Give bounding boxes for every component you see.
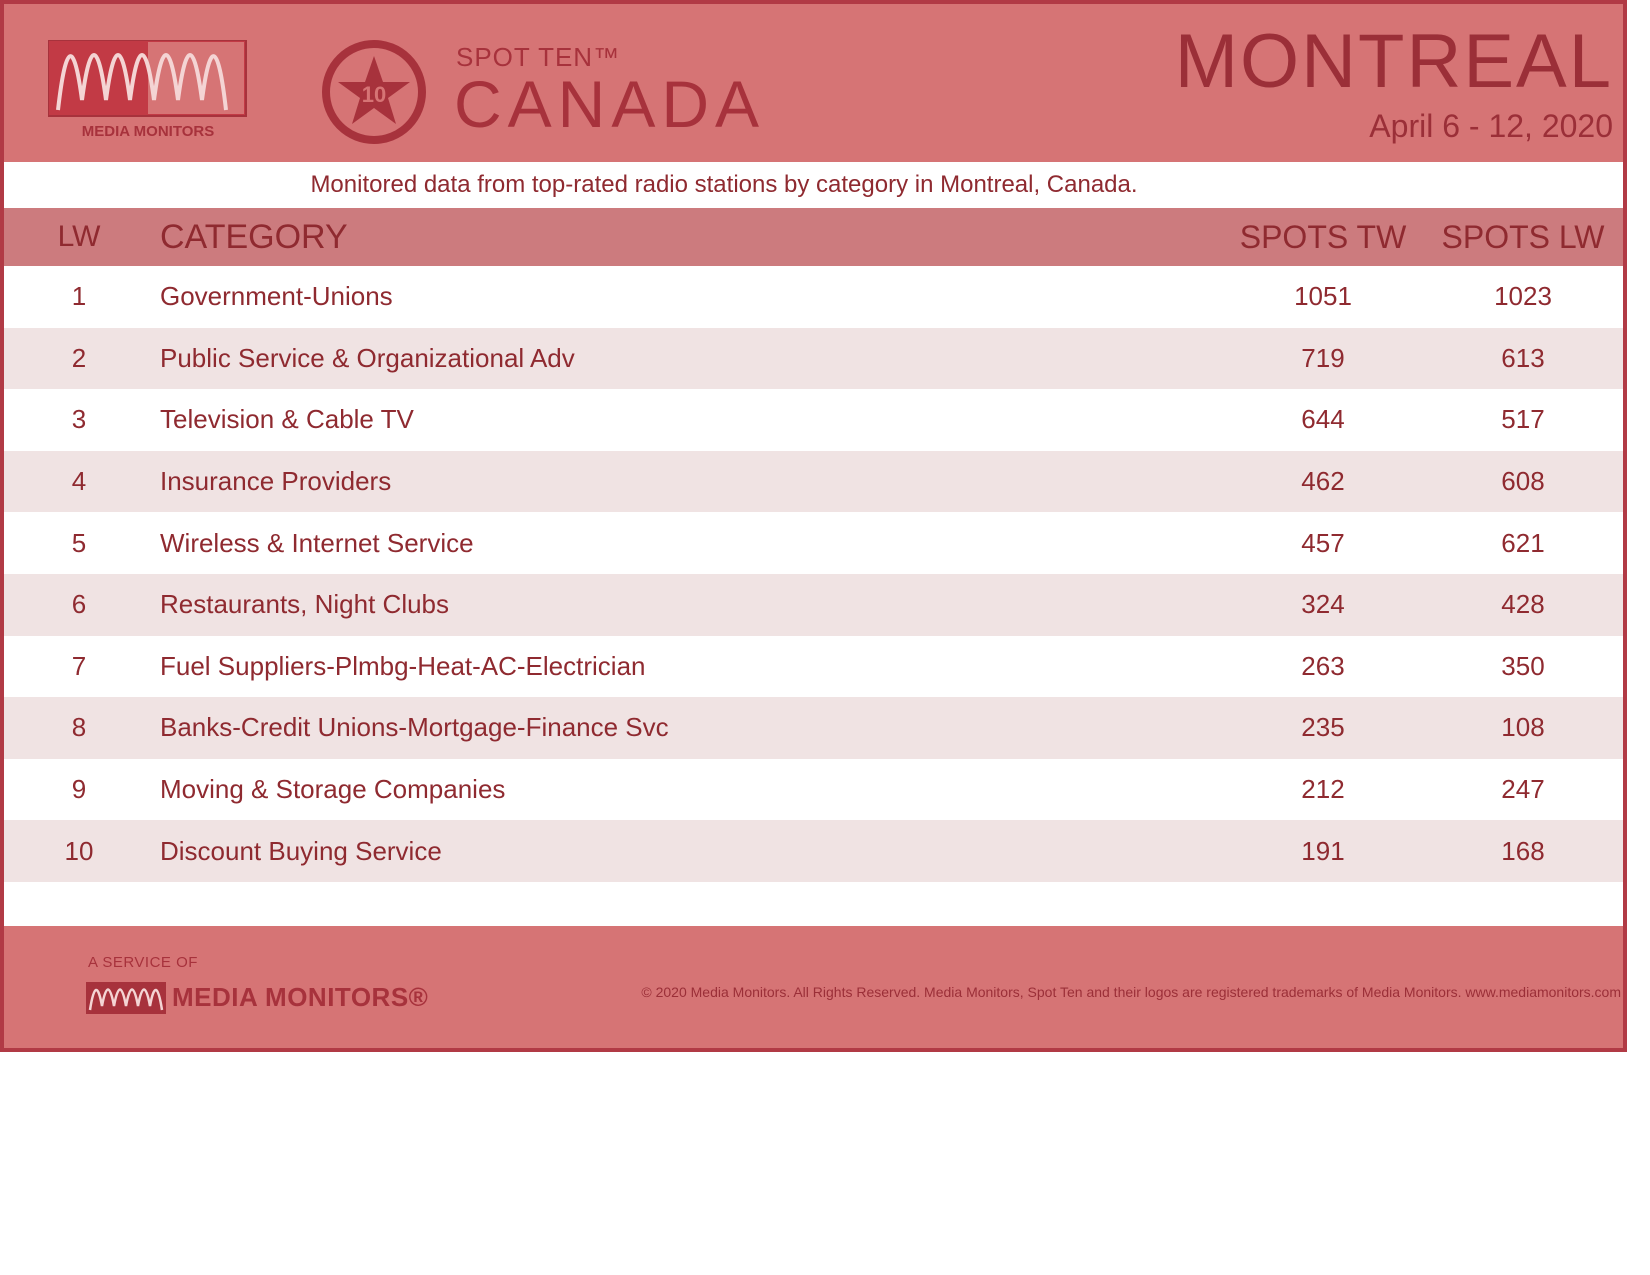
date-range: April 6 - 12, 2020 — [1369, 108, 1613, 144]
row-rank: 4 — [71, 466, 87, 497]
table-row — [4, 636, 1623, 698]
row-rank: 3 — [71, 404, 87, 435]
table-row — [4, 328, 1623, 390]
row-rank: 1 — [71, 281, 87, 312]
svg-text:MEDIA MONITORS: MEDIA MONITORS — [81, 123, 215, 140]
row-category: Television & Cable TV — [160, 404, 414, 435]
row-category: Discount Buying Service — [160, 835, 442, 866]
row-spots-lw: 108 — [1501, 712, 1545, 743]
row-rank: 5 — [71, 527, 87, 558]
country-title: CANADA — [454, 67, 766, 141]
row-category: Moving & Storage Companies — [160, 774, 506, 805]
row-rank: 8 — [71, 712, 87, 743]
row-spots-tw: 324 — [1301, 589, 1345, 620]
media-monitors-logo — [48, 40, 248, 140]
row-spots-tw: 457 — [1301, 527, 1345, 558]
row-rank: 2 — [71, 342, 87, 373]
row-rank: 7 — [71, 650, 87, 681]
column-header-spots-lw: SPOTS LW — [1441, 218, 1605, 255]
row-category: Fuel Suppliers-Plmbg-Heat-AC-Electrician — [160, 650, 646, 681]
table-header — [4, 208, 1623, 266]
row-rank: 6 — [71, 589, 87, 620]
table-row — [4, 697, 1623, 759]
row-spots-tw: 191 — [1301, 835, 1345, 866]
row-spots-lw: 168 — [1501, 835, 1545, 866]
row-spots-lw: 428 — [1501, 589, 1545, 620]
rankings-table — [4, 208, 1623, 882]
table-row — [4, 451, 1623, 513]
row-spots-lw: 621 — [1501, 527, 1545, 558]
row-spots-lw: 247 — [1501, 774, 1545, 805]
footer-banner — [4, 926, 1623, 1048]
row-spots-lw: 350 — [1501, 650, 1545, 681]
row-category: Wireless & Internet Service — [160, 527, 474, 558]
row-spots-tw: 235 — [1301, 712, 1345, 743]
service-of-label: A SERVICE OF — [88, 954, 198, 971]
row-category: Public Service & Organizational Adv — [160, 342, 575, 373]
subtitle: Monitored data from top-rated radio stations by category in Montreal, Canada. — [310, 171, 1138, 198]
row-spots-tw: 719 — [1301, 342, 1345, 373]
row-spots-lw: 608 — [1501, 466, 1545, 497]
row-spots-tw: 462 — [1301, 466, 1345, 497]
row-category: Restaurants, Night Clubs — [160, 589, 450, 620]
row-rank: 10 — [64, 835, 94, 866]
spot-ten-star-icon — [320, 38, 428, 146]
row-category: Insurance Providers — [160, 466, 392, 497]
spot-ten-title: SPOT TEN™ — [456, 42, 621, 72]
row-category: Banks-Credit Unions-Mortgage-Finance Svc — [160, 712, 669, 743]
row-rank: 9 — [71, 774, 87, 805]
column-header-category: CATEGORY — [160, 217, 348, 256]
svg-text:10: 10 — [361, 82, 387, 107]
copyright-text: © 2020 Media Monitors. All Rights Reserved. Media Monitors, Spot Ten and their logos are registered trademarks of Media Monitors. www.mediamonitors.com — [641, 984, 1621, 1000]
row-spots-tw: 1051 — [1294, 281, 1352, 312]
media-monitors-wave-icon — [86, 982, 166, 1014]
table-row — [4, 820, 1623, 882]
city-title: MONTREAL — [1174, 19, 1613, 104]
column-header-spots-tw: SPOTS TW — [1239, 218, 1407, 255]
table-row — [4, 389, 1623, 451]
row-spots-tw: 212 — [1301, 774, 1345, 805]
header-banner — [4, 4, 1623, 162]
row-spots-tw: 644 — [1301, 404, 1345, 435]
row-spots-lw: 1023 — [1494, 281, 1552, 312]
column-header-lw: LW — [57, 220, 101, 253]
footer-brand: MEDIA MONITORS® — [172, 982, 429, 1012]
row-spots-lw: 517 — [1501, 404, 1545, 435]
row-category: Government-Unions — [160, 281, 393, 312]
row-spots-tw: 263 — [1301, 650, 1345, 681]
table-row — [4, 266, 1623, 328]
table-row — [4, 574, 1623, 636]
row-spots-lw: 613 — [1501, 342, 1545, 373]
table-row — [4, 512, 1623, 574]
table-row — [4, 759, 1623, 821]
